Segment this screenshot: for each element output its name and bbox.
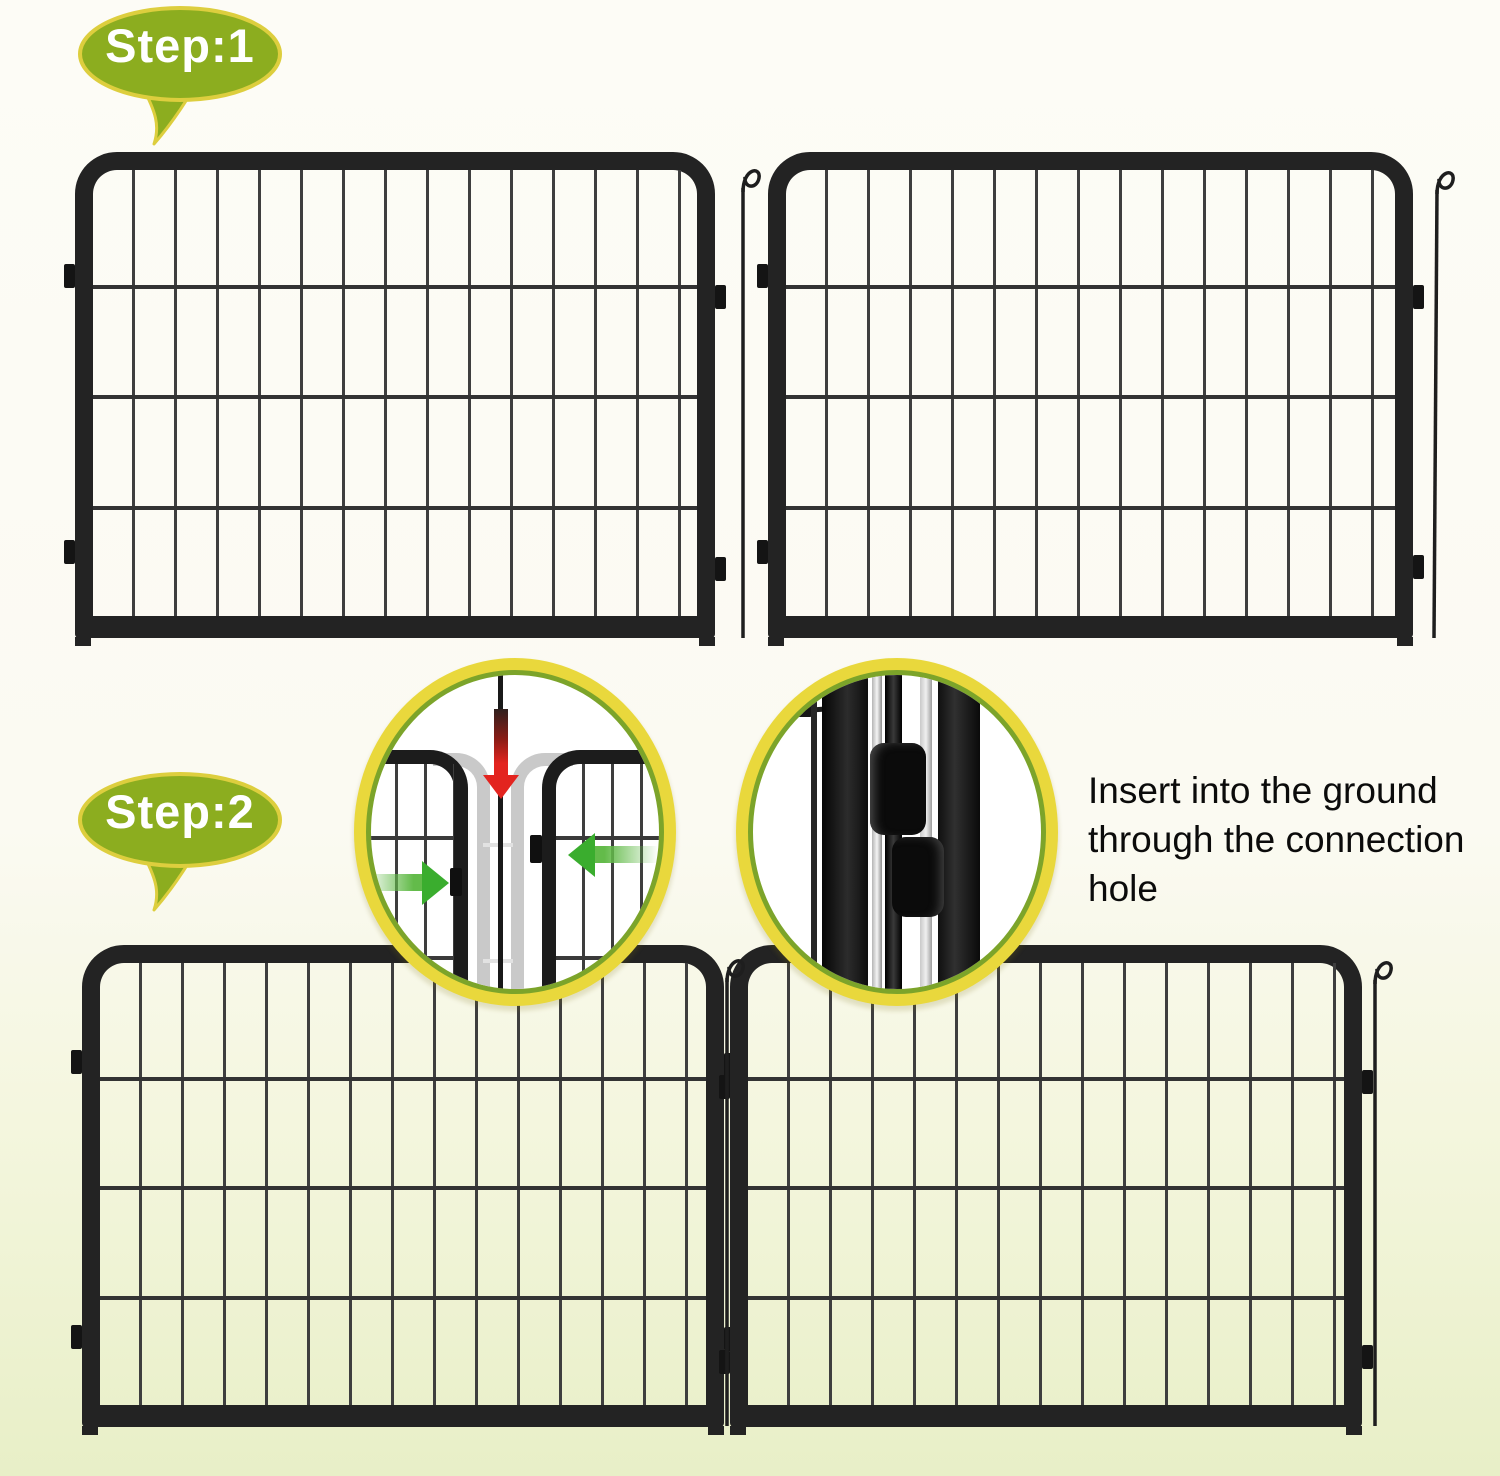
connection-hole-sleeve (892, 837, 944, 917)
panel-frame-bar (822, 675, 868, 989)
fence-panel-step1-right (768, 152, 1413, 638)
connector-tab (71, 1325, 82, 1349)
connection-hole-sleeve (870, 743, 926, 835)
step2-label: Step:2 (105, 785, 255, 838)
red-down-arrow-icon (494, 709, 508, 777)
arrow-shaft (366, 874, 422, 891)
ground-stake-rod-icon (728, 158, 762, 642)
panel-foot (1397, 637, 1413, 646)
connector-tab (715, 557, 726, 581)
arrow-head (422, 861, 449, 905)
ground-stake-rod-icon (1422, 160, 1456, 642)
weld-clamp (785, 697, 813, 717)
panel-foot (75, 637, 91, 646)
callout-connection-hole (748, 670, 1046, 994)
fence-panel-step2-right (730, 945, 1362, 1427)
callout-align-panels (366, 670, 664, 994)
fence-panel-step2-left (82, 945, 724, 1427)
green-left-arrow-icon (568, 833, 658, 877)
panel-foot (699, 637, 715, 646)
instruction-text: Insert into the ground through the connection hole (1088, 770, 1465, 909)
connector-tab (450, 868, 462, 896)
connector-tab (64, 264, 75, 288)
fence-mesh (786, 170, 1395, 616)
red-down-arrow-icon (483, 775, 519, 799)
panel-foot (82, 1426, 98, 1435)
connector-tab (64, 540, 75, 564)
step2-bubble (70, 770, 300, 920)
green-right-arrow-icon (366, 861, 450, 905)
fence-mesh (556, 764, 664, 994)
step1-label: Step:1 (105, 19, 255, 72)
arrow-head (568, 833, 595, 877)
ground-stake-rod-icon (1360, 950, 1394, 1430)
connector-tab (715, 285, 726, 309)
step1-bubble (70, 4, 300, 154)
connector-tab (71, 1050, 82, 1074)
connector-tab (530, 835, 542, 863)
fence-mesh (100, 963, 706, 1405)
ground-stake-rod-icon (712, 948, 746, 1430)
frame-highlight (920, 675, 932, 989)
mesh-wire (811, 675, 817, 989)
fence-panel-step1-left (75, 152, 715, 638)
panel-frame-bar (938, 675, 980, 989)
panel-foot (768, 637, 784, 646)
arrow-shaft (595, 846, 658, 863)
fence-mesh (93, 170, 697, 616)
fence-mesh (748, 963, 1344, 1405)
